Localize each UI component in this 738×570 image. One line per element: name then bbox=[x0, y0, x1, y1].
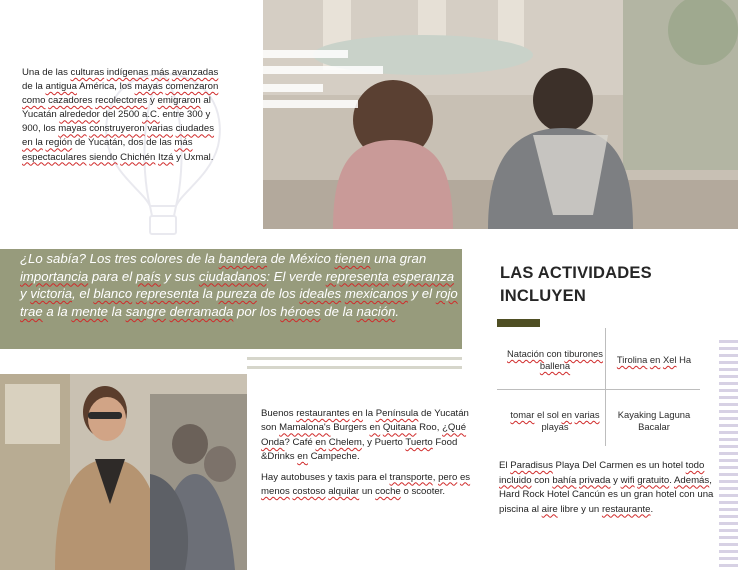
text-run: . bbox=[650, 503, 654, 515]
spellcheck-word: país bbox=[135, 268, 161, 284]
text-run: de los bbox=[256, 286, 300, 302]
traveler-illustration bbox=[0, 374, 247, 570]
spellcheck-word: trae bbox=[20, 303, 43, 319]
text-run: y bbox=[147, 95, 158, 107]
text-run: , Hard Rock Hotel Cancún es un gran hotel con una piscina al bbox=[499, 474, 714, 515]
restaurants-paragraph bbox=[261, 407, 471, 465]
text-run: , bbox=[432, 471, 439, 483]
decorative-stripes bbox=[719, 340, 738, 570]
spellcheck-word: es bbox=[459, 471, 471, 483]
text-run: Hay autobuses y taxis para el bbox=[261, 471, 390, 483]
text-run: y bbox=[20, 286, 31, 302]
spellcheck-word: mayas bbox=[58, 123, 87, 135]
spellcheck-word: nación bbox=[356, 303, 396, 319]
spellcheck-word: representa bbox=[325, 268, 389, 284]
divider-line bbox=[247, 366, 462, 369]
text-run: Ha bbox=[676, 354, 692, 365]
spellcheck-word: Tuerto bbox=[405, 436, 433, 448]
text-run: y el bbox=[407, 286, 436, 302]
spellcheck-word: recolectores bbox=[95, 95, 148, 107]
spellcheck-word: alquilar bbox=[328, 486, 360, 498]
text-run: libre y un bbox=[557, 503, 602, 515]
spellcheck-word: importancia bbox=[20, 268, 89, 284]
spellcheck-word: en la bbox=[22, 137, 43, 149]
spellcheck-word: espectaculares bbox=[22, 151, 87, 163]
spellcheck-word: Itzá bbox=[158, 151, 174, 163]
text-run: ¿Lo sabía? Los tres colores de la bbox=[20, 251, 219, 266]
spellcheck-word: menos bbox=[261, 486, 290, 498]
spellcheck-word: Chichén bbox=[120, 151, 156, 163]
spellcheck-word: ideales bbox=[299, 286, 342, 302]
spellcheck-word: incluido bbox=[499, 474, 532, 486]
text-run: Roo, bbox=[416, 422, 443, 434]
text-run: de Yucatán son bbox=[261, 408, 469, 434]
fact-box-text bbox=[20, 250, 460, 320]
text-run: , y Puerto bbox=[361, 436, 406, 448]
spellcheck-word: en bbox=[352, 408, 363, 419]
spellcheck-word: pero bbox=[438, 471, 458, 483]
couple-illustration bbox=[263, 0, 738, 229]
text-run: del 2500 bbox=[99, 109, 143, 121]
text-run: Playa Del Carmen es un hotel bbox=[552, 460, 686, 471]
spellcheck-word: en bbox=[315, 436, 327, 448]
text-run: Buenos bbox=[261, 408, 297, 419]
text-run: : El verde bbox=[266, 268, 326, 284]
heading-accent-bar bbox=[497, 319, 540, 327]
spellcheck-word: restaurantes bbox=[296, 408, 350, 419]
spellcheck-word: antigua bbox=[45, 81, 77, 93]
activity-item bbox=[604, 409, 704, 433]
spellcheck-word: Además bbox=[674, 474, 710, 486]
text-run: América, los bbox=[76, 81, 135, 93]
spellcheck-word: ballena bbox=[539, 360, 571, 371]
text-run: playas bbox=[541, 421, 569, 432]
spellcheck-word: Mamalona's bbox=[279, 422, 331, 434]
spellcheck-word: Xel bbox=[662, 354, 677, 365]
activity-item bbox=[500, 409, 610, 433]
spellcheck-word: tiburones bbox=[564, 348, 603, 359]
spellcheck-word: coche bbox=[375, 486, 401, 498]
text-run: . bbox=[669, 474, 674, 486]
text-run: de Yucatán, dos de las bbox=[72, 137, 175, 149]
text-run: Food &Drinks bbox=[261, 436, 458, 463]
overlay-bar bbox=[263, 84, 323, 92]
spellcheck-word: siendo bbox=[89, 151, 118, 163]
spellcheck-word: victoria bbox=[30, 286, 73, 302]
text-run: Burgers bbox=[330, 422, 370, 434]
text-run: con bbox=[531, 474, 553, 486]
spellcheck-word: representa bbox=[135, 286, 199, 302]
text-run: El bbox=[499, 460, 511, 471]
text-run: a la bbox=[42, 303, 72, 319]
text-run: Campeche. bbox=[307, 451, 360, 463]
spellcheck-word: bahía bbox=[552, 474, 577, 486]
activities-heading: LAS ACTIVIDADES INCLUYEN bbox=[500, 264, 652, 305]
spellcheck-word: todo bbox=[685, 460, 705, 471]
spellcheck-word: en bbox=[561, 409, 572, 420]
spellcheck-word: Península bbox=[375, 408, 419, 419]
restaurants-transport-text bbox=[261, 407, 471, 505]
spellcheck-word: comenzaron bbox=[165, 81, 219, 93]
spellcheck-word: gratuito bbox=[637, 474, 670, 486]
text-run: la bbox=[362, 408, 376, 419]
spellcheck-word: en bbox=[297, 451, 308, 463]
spellcheck-word: varias bbox=[147, 123, 173, 135]
spellcheck-word: blanco bbox=[93, 286, 133, 302]
overlay-bar bbox=[263, 50, 348, 58]
spellcheck-word: rojo bbox=[435, 286, 458, 302]
spellcheck-word: wifi bbox=[620, 474, 635, 486]
spellcheck-word: alrededor bbox=[59, 109, 100, 121]
text-run: por los bbox=[233, 303, 281, 319]
couple-photo bbox=[263, 0, 738, 229]
spellcheck-word: ciudadanos bbox=[198, 268, 267, 284]
spellcheck-word: tomar bbox=[510, 409, 535, 420]
spellcheck-word: ciudades bbox=[175, 123, 215, 135]
spellcheck-word: restaurante bbox=[601, 503, 651, 515]
spellcheck-word: mexicanos bbox=[344, 286, 408, 302]
spellcheck-word: bandera bbox=[218, 251, 268, 266]
spellcheck-word: Onda bbox=[261, 436, 285, 448]
grid-line-horizontal bbox=[497, 389, 700, 390]
spellcheck-word: costoso bbox=[292, 486, 326, 498]
text-run: ? Café bbox=[284, 436, 316, 448]
spellcheck-word: avanzadas bbox=[171, 67, 219, 78]
spellcheck-word: ¿Qué bbox=[442, 422, 467, 434]
spellcheck-word: privada bbox=[579, 474, 611, 486]
spellcheck-word: Tirolina bbox=[616, 354, 648, 365]
hotels-paragraph bbox=[499, 459, 714, 517]
spellcheck-word: región bbox=[45, 137, 73, 149]
text-run: de México bbox=[267, 251, 335, 266]
text-run: . bbox=[395, 303, 400, 319]
spellcheck-word: mayas bbox=[134, 81, 163, 93]
divider-line bbox=[247, 357, 462, 360]
spellcheck-word: Paradisus bbox=[510, 460, 553, 471]
spellcheck-word: en bbox=[649, 354, 661, 365]
intro-paragraph bbox=[22, 66, 227, 165]
spellcheck-word: Natación bbox=[507, 348, 545, 359]
text-run: y bbox=[610, 474, 621, 486]
spellcheck-word: indígenas bbox=[106, 67, 149, 78]
spellcheck-word: esperanza bbox=[392, 268, 455, 284]
text-run: la bbox=[198, 286, 217, 302]
spellcheck-word: cazadores bbox=[48, 95, 93, 107]
spellcheck-word: Quitana bbox=[382, 422, 417, 434]
spellcheck-word: aire bbox=[541, 503, 558, 515]
spellcheck-word: sangre bbox=[125, 303, 166, 319]
text-run: una gran bbox=[370, 251, 427, 266]
activity-item bbox=[500, 348, 610, 372]
spellcheck-word: más bbox=[151, 67, 170, 78]
text-run: Una de las bbox=[22, 67, 71, 78]
spellcheck-word: varias bbox=[574, 409, 600, 420]
spellcheck-word: transporte bbox=[389, 471, 433, 483]
text-run: o scooter. bbox=[400, 486, 446, 498]
spellcheck-word: como bbox=[22, 95, 46, 107]
transport-paragraph bbox=[261, 471, 471, 500]
overlay-bar bbox=[263, 66, 383, 74]
spellcheck-word: en bbox=[369, 422, 381, 434]
spellcheck-word: más bbox=[174, 137, 193, 149]
activity-item bbox=[599, 354, 709, 366]
spellcheck-word: a.C. bbox=[142, 109, 160, 121]
spellcheck-word: pureza bbox=[216, 286, 257, 302]
spellcheck-word: construyeron bbox=[89, 123, 145, 135]
text-run: entre 300 y 900, los bbox=[22, 109, 211, 135]
text-run: al Yucatán bbox=[22, 95, 211, 121]
spellcheck-word: culturas bbox=[70, 67, 105, 78]
spellcheck-word: emigraron bbox=[157, 95, 201, 107]
spellcheck-word: Chelem bbox=[328, 436, 362, 448]
spellcheck-word: derramada bbox=[169, 303, 234, 319]
text-run: , el bbox=[72, 286, 94, 302]
text-run: y Uxmal. bbox=[173, 151, 214, 163]
spellcheck-word: héroes bbox=[280, 303, 321, 319]
spellcheck-word: tienen bbox=[334, 251, 371, 266]
traveler-photo bbox=[0, 374, 247, 570]
spellcheck-word: mente bbox=[71, 303, 108, 319]
text-run: de la bbox=[22, 81, 46, 93]
text-run: Kayaking Laguna Bacalar bbox=[617, 409, 691, 432]
text-run: la bbox=[107, 303, 126, 319]
text-run: con bbox=[544, 348, 565, 359]
overlay-bar bbox=[263, 100, 358, 108]
text-run: de la bbox=[320, 303, 357, 319]
text-run: y sus bbox=[160, 268, 199, 284]
text-run: para el bbox=[88, 268, 136, 284]
text-run: un bbox=[359, 486, 376, 498]
text-run: el sol bbox=[534, 409, 562, 420]
